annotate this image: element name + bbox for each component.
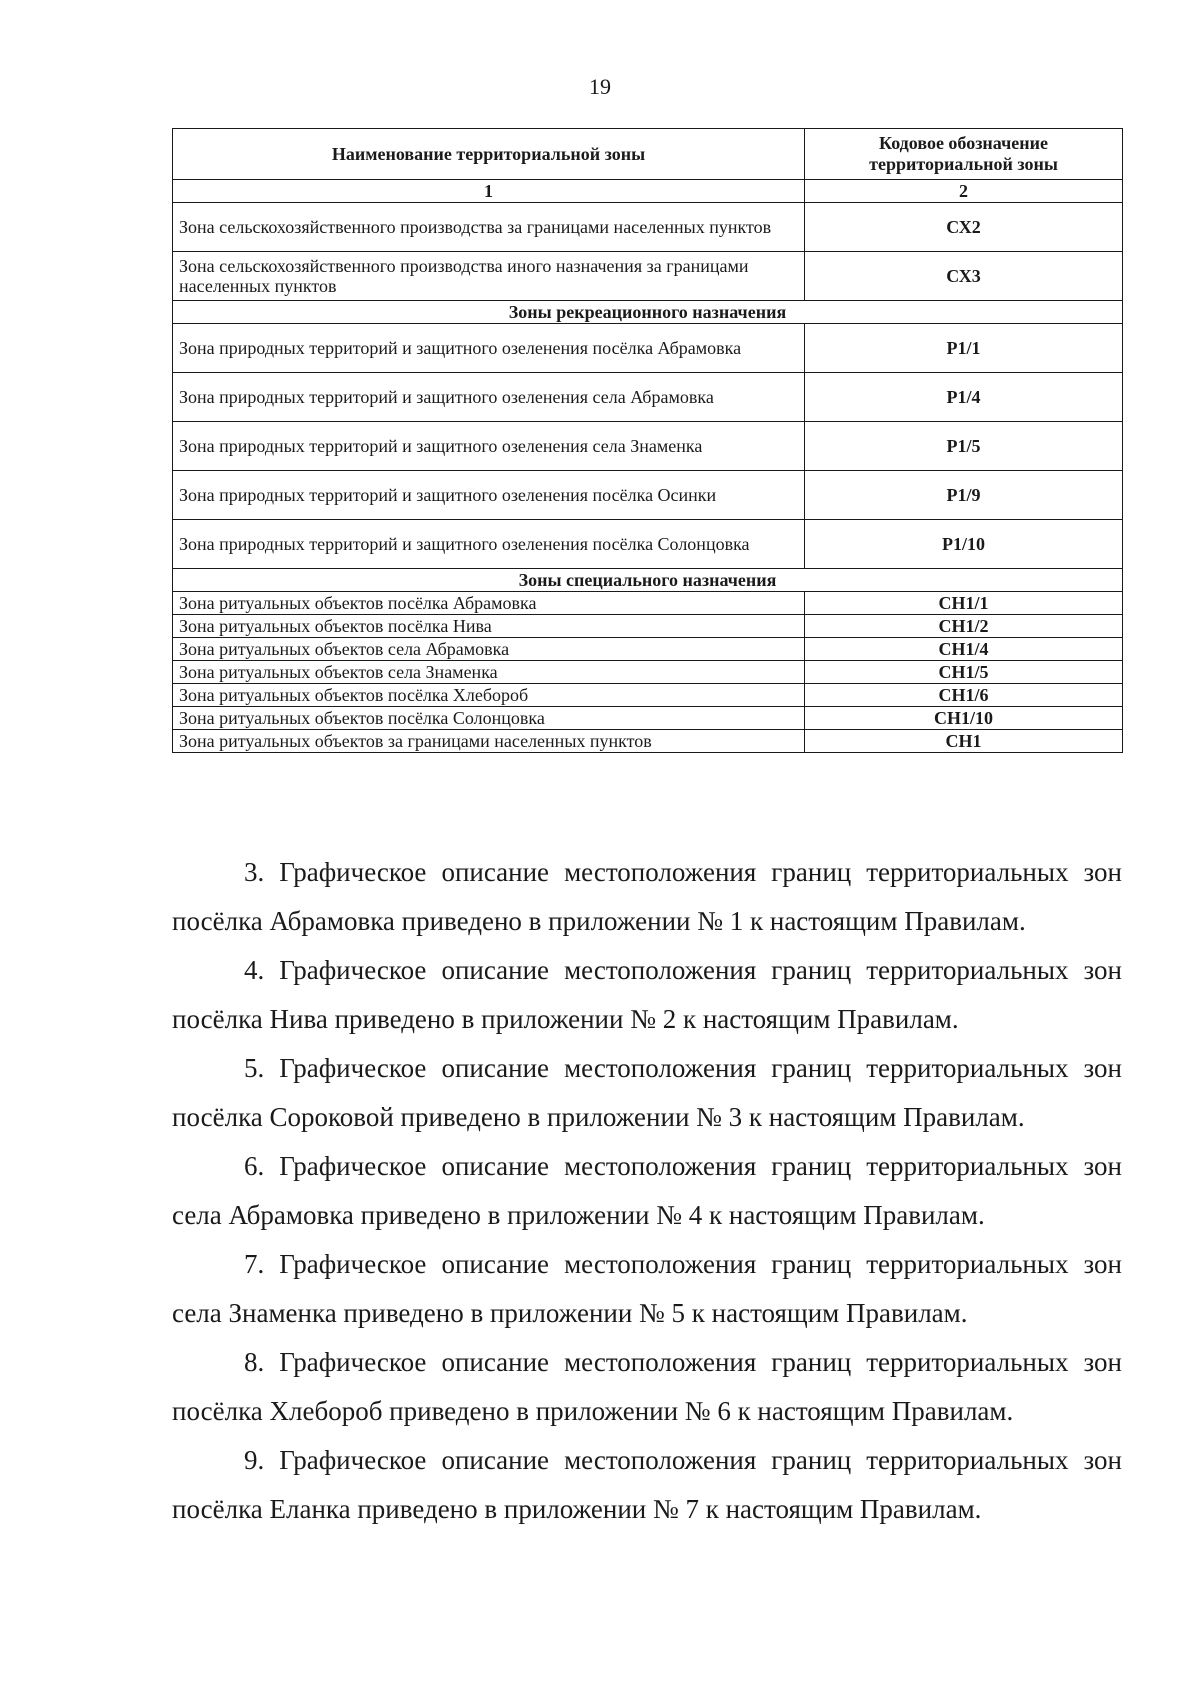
zone-code: СН1/6	[805, 684, 1123, 707]
zone-code: Р1/10	[805, 520, 1123, 569]
zone-name: Зона ритуальных объектов за границами населенных пунктов	[173, 730, 805, 753]
zone-name: Зона сельскохозяйственного производства за границами населенных пунктов	[173, 203, 805, 252]
paragraph: 8. Графическое описание местоположения границ территориальных зон посёлка Хлебороб приведено в приложении № 6 к настоящим Правилам.	[172, 1347, 1122, 1426]
paragraph: 4. Графическое описание местоположения границ территориальных зон посёлка Нива приведено в приложении № 2 к настоящим Правилам.	[172, 955, 1122, 1034]
table-row	[173, 638, 1123, 661]
table-row	[173, 730, 1123, 753]
table-row	[173, 422, 1123, 471]
header-zone-name: Наименование территориальной зоны	[173, 129, 805, 180]
paragraph: 6. Графическое описание местоположения границ территориальных зон села Абрамовка приведено в приложении № 4 к настоящим Правилам.	[172, 1151, 1122, 1230]
table-header-row	[173, 129, 1123, 180]
paragraph: 9. Графическое описание местоположения границ территориальных зон посёлка Еланка приведено в приложении № 7 к настоящим Правилам.	[172, 1445, 1122, 1524]
page-number: 19	[589, 74, 611, 99]
zone-name: Зона природных территорий и защитного озеленения села Знаменка	[173, 422, 805, 471]
zone-code: СН1/5	[805, 661, 1123, 684]
column-number-2: 2	[805, 180, 1123, 203]
zone-name: Зона природных территорий и защитного озеленения посёлка Абрамовка	[173, 324, 805, 373]
zone-code: СН1/2	[805, 615, 1123, 638]
header-zone-code: Кодовое обозначение территориальной зоны	[805, 129, 1123, 180]
paragraph: 3. Графическое описание местоположения границ территориальных зон посёлка Абрамовка приведено в приложении № 1 к настоящим Правилам.	[172, 857, 1122, 936]
column-number-row	[173, 180, 1123, 203]
zone-code: СХ3	[805, 252, 1123, 301]
zone-code: Р1/4	[805, 373, 1123, 422]
table-row	[173, 615, 1123, 638]
zone-code: СН1	[805, 730, 1123, 753]
section-title: Зоны рекреационного назначения	[173, 301, 1123, 324]
table-row	[173, 324, 1123, 373]
table-row	[173, 471, 1123, 520]
section-title: Зоны специального назначения	[173, 569, 1123, 592]
zone-code: СН1/4	[805, 638, 1123, 661]
paragraph: 7. Графическое описание местоположения границ территориальных зон села Знаменка приведено в приложении № 5 к настоящим Правилам.	[172, 1249, 1122, 1328]
table-row	[173, 684, 1123, 707]
column-number-1: 1	[173, 180, 805, 203]
table-row	[173, 203, 1123, 252]
zone-name: Зона природных территорий и защитного озеленения села Абрамовка	[173, 373, 805, 422]
zone-code: Р1/1	[805, 324, 1123, 373]
table-row	[173, 707, 1123, 730]
zone-code: СН1/1	[805, 592, 1123, 615]
paragraph: 5. Графическое описание местоположения границ территориальных зон посёлка Сороковой приведено в приложении № 3 к настоящим Правилам.	[172, 1053, 1122, 1132]
zone-name: Зона природных территорий и защитного озеленения посёлка Солонцовка	[173, 520, 805, 569]
section-row-special	[173, 569, 1123, 592]
zone-name: Зона ритуальных объектов посёлка Абрамовка	[173, 592, 805, 615]
zone-name: Зона ритуальных объектов посёлка Хлебороб	[173, 684, 805, 707]
zone-name: Зона сельскохозяйственного производства иного назначения за границами населенных пунктов	[173, 252, 805, 301]
table-row	[173, 661, 1123, 684]
zone-name: Зона природных территорий и защитного озеленения посёлка Осинки	[173, 471, 805, 520]
zone-code: СН1/10	[805, 707, 1123, 730]
zone-name: Зона ритуальных объектов села Знаменка	[173, 661, 805, 684]
zone-name: Зона ритуальных объектов села Абрамовка	[173, 638, 805, 661]
zone-name: Зона ритуальных объектов посёлка Нива	[173, 615, 805, 638]
table-row	[173, 520, 1123, 569]
territorial-zones-table	[172, 128, 1123, 753]
section-row-recreation	[173, 301, 1123, 324]
table-row	[173, 592, 1123, 615]
zone-code: СХ2	[805, 203, 1123, 252]
zone-code: Р1/5	[805, 422, 1123, 471]
body-text	[172, 848, 1122, 1534]
zone-code: Р1/9	[805, 471, 1123, 520]
zone-name: Зона ритуальных объектов посёлка Солонцовка	[173, 707, 805, 730]
table-row	[173, 373, 1123, 422]
table-row	[173, 252, 1123, 301]
